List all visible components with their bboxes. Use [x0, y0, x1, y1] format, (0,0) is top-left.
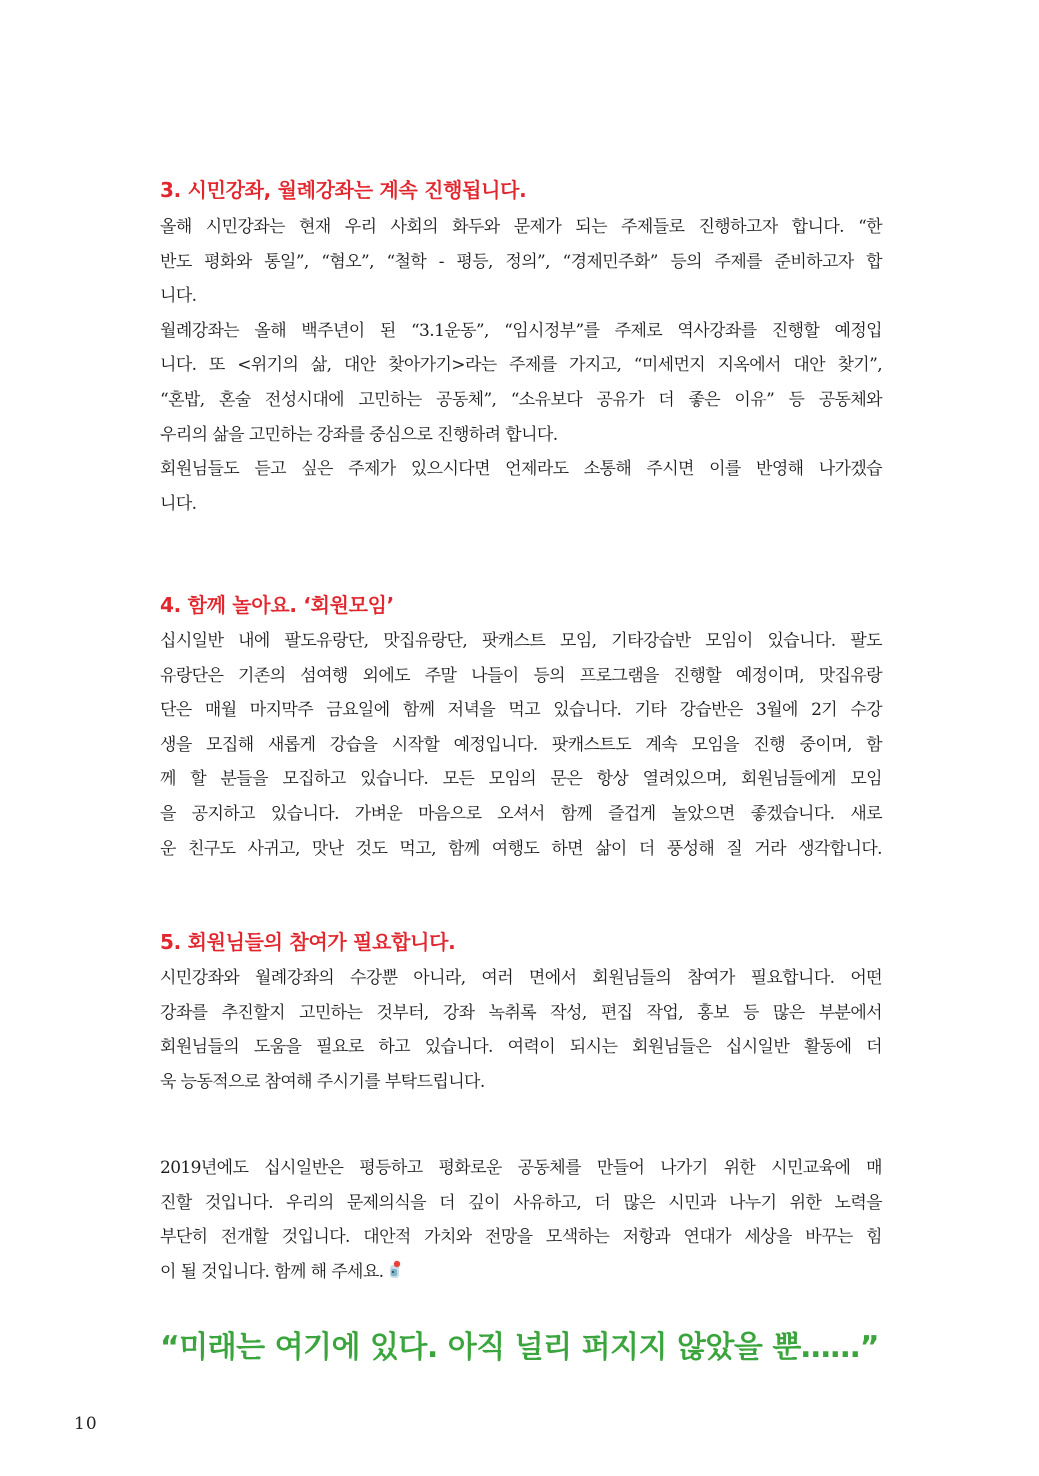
- paragraph-line: 니다. 또 <위기의 삶, 대안 찾아가기>라는 주제를 가지고, “미세먼지 지옥에서 대안 찾기”,: [160, 355, 882, 376]
- paragraph-line: 회원님들도 듣고 싶은 주제가 있으시다면 언제라도 소통해 주시면 이를 반영해 나가겠습: [160, 459, 882, 480]
- closing-quote: “미래는 여기에 있다. 아직 널리 퍼지지 않았을 뿐……”: [159, 1330, 880, 1365]
- paragraph-line: 월례강좌는 올해 백주년이 된 “3.1운동”, “임시정부”를 주제로 역사강좌를 진행할 예정입: [160, 320, 882, 341]
- section-5: [160, 927, 882, 1099]
- section-4-heading: 4. 함께 놀아요. ‘회원모임’: [160, 593, 394, 617]
- paragraph-line: 을 공지하고 있습니다. 가벼운 마음으로 오셔서 함께 즐겁게 놀았으면 좋겠습니다. 새로: [160, 803, 882, 824]
- paragraph-line: 시민강좌와 월례강좌의 수강뿐 아니라, 여러 면에서 회원님들의 참여가 필요합니다. 어떤: [160, 968, 882, 988]
- paragraph-line: 진할 것입니다. 우리의 문제의식을 더 깊이 사유하고, 더 많은 시민과 나누기 위한 노력을: [160, 1192, 882, 1213]
- paragraph-line: 반도 평화와 통일”, “혐오”, “철학 - 평등, 정의”, “경제민주화” 등의 주제를 준비하고자 합: [160, 251, 882, 272]
- paragraph-line: 유랑단은 기존의 섬여행 외에도 주말 나들이 등의 프로그램을 진행할 예정이며, 맛집유랑: [160, 665, 882, 686]
- section-3-body: [160, 210, 882, 521]
- paragraph-line: 부단히 전개할 것입니다. 대안적 가치와 전망을 모색하는 저항과 연대가 세상을 바꾸는 힘: [160, 1227, 882, 1248]
- paragraph-line: 우리의 삶을 고민하는 강좌를 중심으로 진행하려 합니다.: [160, 424, 558, 445]
- paragraph-line: 생을 모집해 새롭게 강습을 시작할 예정입니다. 팟캐스트도 계속 모임을 진행 중이며, 함: [160, 734, 882, 755]
- paragraph-line-last: [160, 1255, 882, 1290]
- paragraph-line: 강좌를 추진할지 고민하는 것부터, 강좌 녹취록 작성, 편집 작업, 홍보 등 많은 부분에서: [160, 1002, 882, 1023]
- closing-last-text: 이 될 것입니다. 함께 해 주세요.: [160, 1261, 384, 1282]
- paragraph-line: “혼밥, 혼술 전성시대에 고민하는 공동체”, “소유보다 공유가 더 좋은 이유” 등 공동체와: [160, 389, 882, 410]
- closing-paragraph: [160, 1151, 882, 1289]
- paragraph-line: 회원님들의 도움을 필요로 하고 있습니다. 여력이 되시는 회원님들은 십시일반 활동에 더: [160, 1037, 882, 1058]
- smiley-emoji-icon: [388, 1259, 402, 1281]
- paragraph-line: 올해 시민강좌는 현재 우리 사회의 화두와 문제가 되는 주제들로 진행하고자 합니다. “한: [160, 217, 882, 237]
- section-5-heading: 5. 회원님들의 참여가 필요합니다.: [160, 930, 456, 954]
- section-3-heading: 3. 시민강좌, 월례강좌는 계속 진행됩니다.: [160, 178, 527, 202]
- paragraph-line: 욱 능동적으로 참여해 주시기를 부탁드립니다.: [160, 1071, 485, 1092]
- section-4: [160, 590, 882, 866]
- page-number: 10: [74, 1414, 98, 1434]
- paragraph-line: 단은 매월 마지막주 금요일에 함께 저녁을 먹고 있습니다. 기타 강습반은 3월에 2기 수강: [160, 700, 882, 721]
- section-5-body: [160, 961, 882, 1099]
- paragraph-line: 2019년에도 십시일반은 평등하고 평화로운 공동체를 만들어 나가기 위한 시민교육에 매: [160, 1158, 882, 1178]
- paragraph-line: 십시일반 내에 팔도유랑단, 맛집유랑단, 팟캐스트 모임, 기타강습반 모임이 있습니다. 팔도: [160, 631, 882, 651]
- paragraph-line: 니다.: [160, 286, 197, 307]
- paragraph-line: 니다.: [160, 493, 197, 514]
- section-4-body: [160, 624, 882, 866]
- paragraph-line: 운 친구도 사귀고, 맛난 것도 먹고, 함께 여행도 하면 삶이 더 풍성해 질 거라 생각합니다.: [160, 838, 882, 859]
- section-3: [160, 175, 882, 521]
- paragraph-line: 께 할 분들을 모집하고 있습니다. 모든 모임의 문은 항상 열려있으며, 회원님들에게 모임: [160, 769, 882, 790]
